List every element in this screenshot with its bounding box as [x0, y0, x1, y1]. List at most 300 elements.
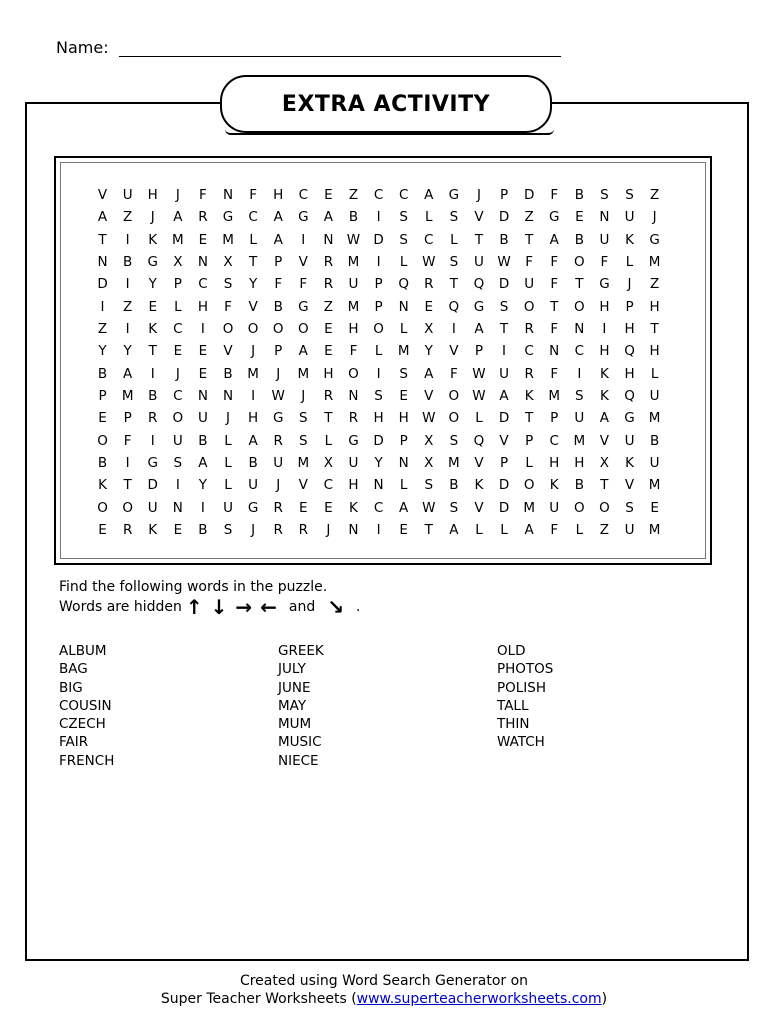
- grid-letter[interactable]: G: [298, 298, 309, 315]
- grid-letter[interactable]: V: [449, 343, 459, 360]
- grid-letter[interactable]: P: [550, 410, 559, 427]
- grid-letter[interactable]: E: [324, 499, 333, 516]
- grid-letter[interactable]: Q: [624, 343, 635, 360]
- grid-letter[interactable]: I: [200, 321, 205, 338]
- grid-letter[interactable]: B: [248, 455, 258, 472]
- grid-letter[interactable]: O: [599, 499, 610, 516]
- grid-letter[interactable]: B: [97, 455, 108, 472]
- grid-letter[interactable]: S: [575, 388, 584, 405]
- grid-letter[interactable]: C: [173, 388, 183, 405]
- grid-letter[interactable]: W: [472, 365, 486, 382]
- grid-letter[interactable]: E: [173, 522, 183, 539]
- grid-letter[interactable]: P: [499, 455, 509, 472]
- grid-letter[interactable]: F: [525, 254, 534, 271]
- grid-letter[interactable]: B: [449, 477, 459, 494]
- grid-letter[interactable]: L: [399, 321, 408, 338]
- grid-letter[interactable]: D: [498, 209, 510, 226]
- grid-letter[interactable]: G: [247, 499, 259, 516]
- grid-letter[interactable]: M: [573, 432, 586, 449]
- grid-letter[interactable]: N: [323, 231, 334, 248]
- grid-letter[interactable]: Z: [97, 321, 108, 338]
- grid-letter[interactable]: F: [224, 298, 232, 315]
- grid-letter[interactable]: X: [424, 455, 434, 472]
- grid-letter[interactable]: M: [648, 410, 661, 427]
- grid-letter[interactable]: H: [323, 365, 334, 382]
- grid-letter[interactable]: E: [198, 365, 208, 382]
- grid-letter[interactable]: V: [624, 477, 635, 494]
- grid-letter[interactable]: S: [449, 254, 459, 271]
- grid-letter[interactable]: L: [224, 455, 232, 472]
- grid-letter[interactable]: C: [373, 499, 384, 516]
- grid-letter[interactable]: Z: [649, 187, 660, 203]
- grid-letter[interactable]: Q: [473, 432, 485, 449]
- grid-letter[interactable]: I: [125, 321, 130, 338]
- grid-letter[interactable]: I: [376, 254, 381, 271]
- grid-letter[interactable]: J: [326, 522, 331, 539]
- grid-letter[interactable]: T: [98, 231, 107, 248]
- grid-letter[interactable]: V: [298, 254, 308, 271]
- grid-letter[interactable]: J: [175, 365, 180, 382]
- grid-letter[interactable]: T: [525, 410, 534, 427]
- grid-letter[interactable]: K: [599, 365, 609, 382]
- grid-letter[interactable]: P: [123, 410, 132, 427]
- grid-letter[interactable]: V: [474, 499, 484, 516]
- grid-letter[interactable]: A: [499, 388, 509, 405]
- name-field-line[interactable]: [119, 56, 561, 57]
- grid-letter[interactable]: G: [599, 276, 610, 293]
- grid-letter[interactable]: M: [347, 298, 360, 315]
- grid-letter[interactable]: O: [172, 410, 184, 427]
- grid-letter[interactable]: J: [251, 522, 256, 539]
- grid-letter[interactable]: L: [525, 455, 533, 472]
- grid-letter[interactable]: A: [248, 432, 258, 449]
- grid-letter[interactable]: S: [600, 187, 609, 203]
- grid-letter[interactable]: O: [97, 432, 108, 449]
- grid-letter[interactable]: B: [97, 365, 108, 382]
- grid-letter[interactable]: D: [498, 410, 510, 427]
- grid-letter[interactable]: O: [122, 499, 133, 516]
- grid-letter[interactable]: U: [474, 254, 484, 271]
- grid-letter[interactable]: L: [249, 231, 257, 248]
- grid-letter[interactable]: V: [599, 432, 610, 449]
- grid-letter[interactable]: U: [649, 388, 660, 405]
- grid-letter[interactable]: T: [324, 410, 333, 427]
- grid-letter[interactable]: L: [324, 432, 333, 449]
- grid-letter[interactable]: T: [474, 231, 484, 248]
- grid-letter[interactable]: S: [374, 388, 383, 405]
- grid-letter[interactable]: U: [172, 432, 183, 449]
- grid-letter[interactable]: C: [248, 209, 258, 226]
- grid-letter[interactable]: G: [649, 231, 660, 248]
- grid-letter[interactable]: I: [376, 365, 381, 382]
- grid-letter[interactable]: A: [173, 209, 183, 226]
- grid-letter[interactable]: U: [549, 499, 560, 516]
- grid-letter[interactable]: R: [273, 499, 283, 516]
- grid-letter[interactable]: W: [346, 231, 361, 248]
- grid-letter[interactable]: I: [100, 298, 105, 315]
- grid-letter[interactable]: D: [147, 477, 158, 494]
- grid-letter[interactable]: E: [424, 298, 434, 315]
- grid-letter[interactable]: B: [198, 432, 208, 449]
- grid-letter[interactable]: S: [625, 499, 634, 516]
- grid-letter[interactable]: U: [348, 455, 359, 472]
- grid-letter[interactable]: N: [599, 209, 610, 226]
- grid-letter[interactable]: U: [524, 276, 535, 293]
- grid-letter[interactable]: O: [222, 321, 234, 338]
- grid-letter[interactable]: K: [148, 522, 158, 539]
- grid-letter[interactable]: E: [324, 343, 333, 360]
- grid-letter[interactable]: J: [301, 388, 306, 405]
- grid-letter[interactable]: G: [549, 209, 560, 226]
- grid-letter[interactable]: I: [175, 477, 180, 494]
- grid-letter[interactable]: T: [575, 276, 584, 293]
- grid-letter[interactable]: O: [448, 410, 460, 427]
- grid-letter[interactable]: G: [222, 209, 234, 226]
- grid-letter[interactable]: B: [574, 477, 584, 494]
- grid-letter[interactable]: O: [297, 321, 309, 338]
- grid-letter[interactable]: Z: [323, 298, 334, 315]
- grid-letter[interactable]: C: [524, 343, 534, 360]
- grid-letter[interactable]: I: [301, 231, 306, 248]
- grid-letter[interactable]: I: [251, 388, 256, 405]
- grid-letter[interactable]: E: [98, 410, 107, 427]
- grid-letter[interactable]: X: [173, 254, 183, 271]
- grid-letter[interactable]: U: [348, 276, 359, 293]
- grid-letter[interactable]: K: [625, 231, 634, 248]
- grid-letter[interactable]: V: [474, 455, 484, 472]
- grid-letter[interactable]: R: [348, 410, 359, 427]
- grid-letter[interactable]: N: [549, 343, 560, 360]
- grid-letter[interactable]: L: [650, 365, 659, 382]
- grid-letter[interactable]: F: [274, 276, 283, 293]
- grid-letter[interactable]: U: [624, 209, 635, 226]
- grid-letter[interactable]: A: [424, 365, 434, 382]
- grid-letter[interactable]: H: [197, 298, 208, 315]
- grid-letter[interactable]: K: [549, 477, 559, 494]
- grid-letter[interactable]: L: [399, 477, 408, 494]
- grid-letter[interactable]: R: [323, 276, 334, 293]
- grid-letter[interactable]: P: [173, 276, 182, 293]
- grid-letter[interactable]: X: [424, 321, 434, 338]
- grid-letter[interactable]: J: [150, 209, 155, 226]
- grid-letter[interactable]: I: [376, 209, 381, 226]
- grid-letter[interactable]: Q: [473, 276, 485, 293]
- grid-letter[interactable]: P: [374, 298, 383, 315]
- grid-letter[interactable]: L: [399, 254, 408, 271]
- grid-letter[interactable]: O: [523, 298, 535, 315]
- grid-letter[interactable]: R: [424, 276, 434, 293]
- grid-letter[interactable]: P: [474, 343, 484, 360]
- grid-letter[interactable]: D: [498, 276, 510, 293]
- grid-letter[interactable]: O: [97, 499, 108, 516]
- grid-letter[interactable]: D: [373, 231, 384, 248]
- grid-letter[interactable]: Q: [448, 298, 460, 315]
- grid-letter[interactable]: V: [424, 388, 434, 405]
- grid-letter[interactable]: M: [172, 231, 184, 248]
- grid-letter[interactable]: Y: [98, 343, 107, 360]
- grid-letter[interactable]: Y: [248, 276, 258, 293]
- grid-letter[interactable]: B: [148, 388, 158, 405]
- grid-letter[interactable]: F: [600, 254, 609, 271]
- grid-letter[interactable]: I: [200, 499, 205, 516]
- grid-letter[interactable]: C: [298, 187, 309, 203]
- grid-letter[interactable]: H: [624, 365, 635, 382]
- grid-letter[interactable]: R: [122, 522, 133, 539]
- grid-letter[interactable]: C: [173, 321, 183, 338]
- grid-letter[interactable]: B: [499, 231, 509, 248]
- grid-letter[interactable]: M: [648, 477, 661, 494]
- grid-letter[interactable]: I: [602, 321, 607, 338]
- grid-letter[interactable]: F: [550, 254, 559, 271]
- grid-letter[interactable]: W: [422, 410, 436, 427]
- grid-letter[interactable]: A: [273, 231, 283, 248]
- grid-letter[interactable]: H: [649, 298, 660, 315]
- grid-letter[interactable]: T: [650, 321, 659, 338]
- grid-letter[interactable]: H: [348, 477, 359, 494]
- grid-letter[interactable]: J: [652, 209, 657, 226]
- grid-letter[interactable]: N: [348, 388, 359, 405]
- grid-letter[interactable]: P: [374, 276, 383, 293]
- grid-letter[interactable]: H: [248, 410, 259, 427]
- grid-letter[interactable]: Q: [398, 276, 409, 293]
- grid-letter[interactable]: M: [523, 499, 535, 516]
- grid-letter[interactable]: A: [549, 231, 559, 248]
- grid-letter[interactable]: P: [625, 298, 634, 315]
- grid-letter[interactable]: M: [297, 365, 310, 382]
- grid-letter[interactable]: P: [98, 388, 107, 405]
- grid-letter[interactable]: U: [624, 522, 635, 539]
- grid-letter[interactable]: X: [323, 455, 334, 472]
- grid-letter[interactable]: K: [524, 388, 534, 405]
- grid-letter[interactable]: X: [223, 254, 233, 271]
- grid-letter[interactable]: N: [197, 254, 208, 271]
- grid-letter[interactable]: F: [550, 522, 559, 539]
- grid-letter[interactable]: F: [199, 187, 207, 203]
- grid-letter[interactable]: R: [298, 522, 308, 539]
- grid-letter[interactable]: G: [624, 410, 635, 427]
- grid-letter[interactable]: I: [150, 432, 155, 449]
- grid-letter[interactable]: D: [498, 477, 510, 494]
- grid-letter[interactable]: R: [148, 410, 158, 427]
- grid-letter[interactable]: S: [424, 477, 434, 494]
- grid-letter[interactable]: N: [398, 298, 409, 315]
- grid-letter[interactable]: G: [147, 254, 158, 271]
- grid-letter[interactable]: T: [525, 231, 534, 248]
- grid-letter[interactable]: C: [373, 187, 384, 203]
- grid-letter[interactable]: N: [222, 187, 234, 203]
- grid-letter[interactable]: L: [224, 477, 232, 494]
- grid-letter[interactable]: T: [248, 254, 258, 271]
- grid-letter[interactable]: N: [348, 522, 359, 539]
- grid-letter[interactable]: Y: [123, 343, 132, 360]
- grid-letter[interactable]: O: [272, 321, 284, 338]
- grid-letter[interactable]: E: [299, 499, 308, 516]
- grid-letter[interactable]: F: [550, 321, 559, 338]
- grid-letter[interactable]: T: [449, 276, 458, 293]
- grid-letter[interactable]: D: [373, 432, 384, 449]
- grid-letter[interactable]: B: [198, 522, 208, 539]
- grid-letter[interactable]: R: [524, 365, 534, 382]
- grid-letter[interactable]: R: [273, 522, 283, 539]
- grid-letter[interactable]: T: [600, 477, 609, 494]
- grid-letter[interactable]: I: [125, 455, 130, 472]
- grid-letter[interactable]: Z: [649, 276, 660, 293]
- grid-letter[interactable]: Z: [123, 298, 133, 315]
- grid-letter[interactable]: F: [349, 343, 358, 360]
- grid-letter[interactable]: E: [399, 522, 408, 539]
- grid-letter[interactable]: S: [223, 276, 233, 293]
- grid-letter[interactable]: Z: [348, 187, 359, 203]
- grid-letter[interactable]: L: [374, 343, 383, 360]
- grid-letter[interactable]: C: [424, 231, 434, 248]
- grid-letter[interactable]: I: [125, 231, 130, 248]
- grid-letter[interactable]: N: [222, 388, 234, 405]
- grid-letter[interactable]: K: [349, 499, 358, 516]
- grid-letter[interactable]: H: [599, 298, 610, 315]
- grid-letter[interactable]: H: [373, 410, 384, 427]
- grid-letter[interactable]: L: [500, 522, 508, 539]
- grid-letter[interactable]: O: [523, 477, 535, 494]
- grid-letter[interactable]: K: [474, 477, 484, 494]
- grid-letter[interactable]: X: [599, 455, 610, 472]
- grid-letter[interactable]: Y: [198, 477, 208, 494]
- grid-letter[interactable]: F: [550, 276, 559, 293]
- grid-letter[interactable]: E: [324, 321, 333, 338]
- grid-letter[interactable]: Z: [524, 209, 534, 226]
- grid-letter[interactable]: K: [148, 321, 158, 338]
- grid-letter[interactable]: M: [347, 254, 360, 271]
- grid-letter[interactable]: R: [524, 321, 534, 338]
- grid-letter[interactable]: R: [323, 254, 334, 271]
- grid-letter[interactable]: B: [273, 298, 283, 315]
- grid-letter[interactable]: F: [249, 187, 257, 203]
- grid-letter[interactable]: M: [222, 231, 234, 248]
- grid-letter[interactable]: C: [323, 477, 334, 494]
- grid-letter[interactable]: C: [398, 187, 409, 203]
- grid-letter[interactable]: L: [224, 432, 232, 449]
- grid-letter[interactable]: O: [373, 321, 384, 338]
- grid-letter[interactable]: H: [549, 455, 560, 472]
- grid-letter[interactable]: F: [550, 365, 559, 382]
- grid-letter[interactable]: L: [475, 522, 483, 539]
- grid-letter[interactable]: E: [148, 298, 157, 315]
- grid-letter[interactable]: L: [575, 522, 584, 539]
- grid-letter[interactable]: N: [398, 455, 409, 472]
- grid-letter[interactable]: L: [174, 298, 182, 315]
- grid-letter[interactable]: V: [474, 209, 484, 226]
- grid-letter[interactable]: S: [625, 187, 634, 203]
- grid-letter[interactable]: D: [498, 499, 510, 516]
- grid-letter[interactable]: H: [649, 343, 660, 360]
- grid-letter[interactable]: U: [273, 455, 284, 472]
- grid-letter[interactable]: S: [449, 209, 459, 226]
- grid-letter[interactable]: U: [197, 410, 208, 427]
- grid-letter[interactable]: I: [577, 365, 582, 382]
- grid-letter[interactable]: P: [399, 432, 408, 449]
- grid-letter[interactable]: J: [251, 343, 256, 360]
- grid-letter[interactable]: S: [449, 499, 459, 516]
- grid-letter[interactable]: N: [197, 388, 208, 405]
- grid-letter[interactable]: H: [624, 321, 635, 338]
- grid-letter[interactable]: O: [247, 321, 259, 338]
- grid-letter[interactable]: X: [424, 432, 434, 449]
- grid-letter[interactable]: K: [98, 477, 107, 494]
- grid-letter[interactable]: M: [648, 522, 661, 539]
- grid-letter[interactable]: U: [122, 187, 133, 203]
- grid-letter[interactable]: Y: [424, 343, 433, 360]
- grid-letter[interactable]: N: [97, 254, 108, 271]
- grid-letter[interactable]: E: [324, 187, 333, 203]
- grid-letter[interactable]: G: [147, 455, 158, 472]
- grid-letter[interactable]: B: [574, 231, 584, 248]
- grid-letter[interactable]: I: [502, 343, 507, 360]
- grid-letter[interactable]: O: [448, 388, 460, 405]
- grid-letter[interactable]: Z: [123, 209, 133, 226]
- grid-letter[interactable]: N: [172, 499, 183, 516]
- grid-letter[interactable]: I: [451, 321, 456, 338]
- grid-letter[interactable]: W: [497, 254, 511, 271]
- grid-letter[interactable]: U: [499, 365, 509, 382]
- grid-letter[interactable]: P: [499, 187, 509, 203]
- grid-letter[interactable]: A: [198, 455, 208, 472]
- grid-letter[interactable]: W: [422, 499, 436, 516]
- grid-letter[interactable]: G: [272, 410, 284, 427]
- grid-letter[interactable]: I: [150, 365, 155, 382]
- grid-letter[interactable]: H: [599, 343, 610, 360]
- grid-letter[interactable]: A: [474, 321, 484, 338]
- grid-letter[interactable]: C: [198, 276, 208, 293]
- grid-letter[interactable]: K: [599, 388, 609, 405]
- grid-letter[interactable]: R: [273, 432, 283, 449]
- grid-letter[interactable]: N: [574, 321, 585, 338]
- grid-letter[interactable]: O: [574, 254, 585, 271]
- grid-letter[interactable]: H: [398, 410, 409, 427]
- grid-letter[interactable]: M: [297, 455, 310, 472]
- grid-letter[interactable]: L: [425, 209, 433, 226]
- grid-letter[interactable]: P: [525, 432, 534, 449]
- grid-letter[interactable]: W: [472, 388, 486, 405]
- grid-letter[interactable]: M: [648, 254, 661, 271]
- grid-letter[interactable]: M: [121, 388, 134, 405]
- grid-letter[interactable]: M: [548, 388, 561, 405]
- grid-letter[interactable]: U: [599, 231, 610, 248]
- grid-letter[interactable]: M: [397, 343, 410, 360]
- grid-letter[interactable]: U: [147, 499, 158, 516]
- grid-letter[interactable]: J: [627, 276, 632, 293]
- grid-letter[interactable]: S: [399, 231, 408, 248]
- grid-letter[interactable]: T: [424, 522, 433, 539]
- grid-letter[interactable]: U: [223, 499, 233, 516]
- grid-letter[interactable]: T: [123, 477, 132, 494]
- grid-letter[interactable]: V: [499, 432, 509, 449]
- grid-letter[interactable]: F: [550, 187, 559, 203]
- grid-letter[interactable]: S: [399, 365, 408, 382]
- grid-letter[interactable]: U: [248, 477, 259, 494]
- grid-letter[interactable]: E: [198, 231, 208, 248]
- grid-letter[interactable]: R: [198, 209, 208, 226]
- grid-letter[interactable]: P: [274, 343, 283, 360]
- grid-letter[interactable]: Y: [374, 455, 383, 472]
- grid-letter[interactable]: V: [298, 477, 308, 494]
- grid-letter[interactable]: G: [448, 187, 460, 203]
- grid-letter[interactable]: O: [574, 499, 585, 516]
- grid-letter[interactable]: S: [173, 455, 183, 472]
- grid-letter[interactable]: E: [575, 209, 584, 226]
- grid-letter[interactable]: O: [574, 298, 585, 315]
- grid-letter[interactable]: J: [276, 365, 281, 382]
- grid-letter[interactable]: K: [148, 231, 158, 248]
- grid-letter[interactable]: L: [475, 410, 483, 427]
